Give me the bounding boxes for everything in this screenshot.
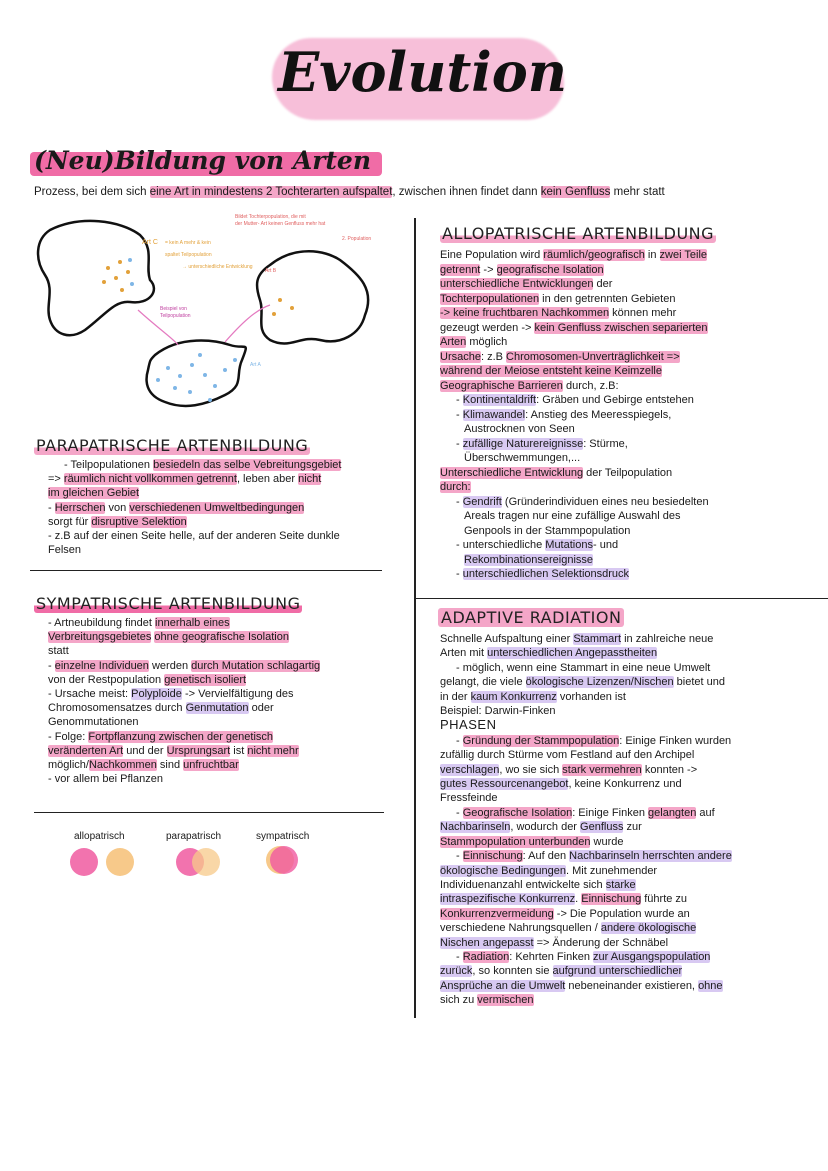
sympatric-text: Verbreitungsgebietes [48, 631, 152, 644]
adaptive-text: intraspezifische Konkurrenz [440, 893, 576, 906]
allopatric-text: Rekombinationsereignisse [464, 553, 594, 566]
adaptive-text: ökologische Lizenzen/Nischen [525, 676, 674, 689]
adaptive-line [440, 748, 812, 762]
legend-allo-label: allopatrisch [74, 831, 125, 842]
adaptive-text: : Kehrten Finken [509, 950, 593, 963]
label-art-c-note: = kein A mehr & kein [165, 240, 211, 246]
intro-text [34, 185, 814, 200]
parapatric-text: - z.B auf der einen Seite helle, auf der anderen Seite dunkle [48, 530, 340, 543]
adaptive-line [440, 864, 812, 878]
parapatric-text: von [105, 501, 130, 514]
adaptive-text: zur [623, 821, 642, 834]
parapatric-text: nicht [298, 473, 322, 486]
allopatric-text: der Teilpopulation [583, 466, 673, 479]
adaptive-text: Radiation [462, 950, 510, 963]
sympatric-text: Genommutationen [48, 716, 139, 729]
parapatric-title: PARAPATRISCHE ARTENBILDUNG [36, 436, 309, 455]
parapatric-text: => [48, 473, 64, 486]
sympatric-text: veränderten Art [48, 744, 124, 757]
parapatric-text: im gleichen Gebiet [48, 487, 140, 500]
label-mid-note-2: Teilpopulation [160, 313, 191, 319]
adaptive-text: . Mit zunehmender [566, 864, 658, 877]
population-c-outline [38, 221, 154, 335]
allopatric-line [440, 524, 812, 539]
allopatric-text: - [456, 437, 463, 450]
parapatric-line [48, 529, 408, 543]
parapatric-line [48, 486, 408, 500]
sympatric-line [48, 715, 408, 729]
adaptive-text: wurde [590, 835, 624, 848]
sympatric-line [48, 630, 408, 644]
adaptive-text: , so konnten sie [472, 965, 553, 978]
parapatric-text: sorgt für [48, 515, 92, 528]
adaptive-text: nebeneinander existieren, [565, 979, 699, 992]
arrow-to-b [225, 305, 270, 342]
adaptive-line [440, 820, 812, 834]
sympatric-text: einzelne Individuen [54, 659, 149, 672]
parapatric-text: verschiedenen Umweltbedingungen [129, 501, 305, 514]
adaptive-line [440, 849, 812, 863]
intro-part: , zwischen ihnen findet dann [392, 186, 541, 198]
adaptive-text: vermischen [477, 994, 534, 1007]
speciation-diagram [30, 210, 410, 425]
legend-para-label: parapatrisch [166, 831, 222, 842]
allopatric-line [440, 263, 812, 278]
allopatric-body [440, 248, 812, 582]
allopatric-line [440, 350, 812, 365]
allopatric-text: : z.B [480, 350, 507, 363]
parapatric-line [48, 472, 408, 486]
allopatric-text: : Stürme, [583, 437, 628, 450]
adaptive-text: -> Die Population wurde an [553, 907, 690, 920]
adaptive-text: Arten mit [440, 647, 488, 660]
allopatric-line [440, 466, 812, 481]
allopatric-text: in den getrennten Gebieten [539, 292, 676, 305]
adaptive-text: stark vermehren [562, 763, 642, 776]
heading-text: (Neu)Bildung von Arten [34, 146, 372, 175]
allopatric-text: Chromosomen-Unverträglichkeit => [506, 350, 680, 363]
parapatric-text: disruptive Selektion [91, 515, 187, 528]
adaptive-text: Einnischung [581, 893, 642, 906]
adaptive-text: starke [605, 878, 636, 891]
sympatric-text: ist [230, 744, 248, 757]
allopatric-line [440, 408, 812, 423]
adaptive-text: - [456, 806, 463, 819]
sympatric-title: SYMPATRISCHE ARTENBILDUNG [36, 594, 301, 613]
allopatric-line [440, 379, 812, 394]
sympatric-text: - Folge: [48, 730, 89, 743]
legend-sym-label: sympatrisch [256, 831, 310, 842]
adaptive-text: Geografische Isolation [462, 806, 573, 819]
adaptive-text: in zahlreiche neue [621, 633, 714, 645]
sympatric-line [48, 772, 408, 786]
adaptive-text: zufällig durch Stürme vom Festland auf den Archipel [440, 749, 695, 762]
allopatric-text: - und [592, 539, 619, 551]
adaptive-text: Schnelle Aufspaltung einer [440, 633, 574, 645]
adaptive-text: Stammpopulation unterbunden [440, 835, 591, 848]
adaptive-text: in der [440, 690, 471, 703]
parapatric-text: - Teilpopulationen [64, 459, 154, 471]
allopatric-text: Ursache [440, 350, 481, 363]
adaptive-text: - [456, 950, 463, 963]
adaptive-text: - möglich, wenn eine Stammart in eine neue Umwelt [456, 661, 711, 674]
adaptive-title: ADAPTIVE RADIATION [438, 608, 624, 627]
allopatric-line [440, 480, 812, 495]
allopatric-text: räumlich/geografisch [543, 249, 645, 261]
adaptive-text: gutes Ressourcenangebot [440, 778, 569, 791]
allopatric-text: : Anstieg des Meeresspiegels, [525, 408, 672, 421]
population-a-outline [147, 341, 246, 406]
adaptive-text: , wo sie sich [499, 763, 563, 776]
adaptive-text: Nachbarinseln herrschten andere [569, 850, 732, 863]
sympatric-text: ohne geografische Isolation [154, 631, 289, 644]
adaptive-line [440, 964, 812, 978]
allopatric-text: - [456, 408, 463, 421]
sympatric-text: von der Restpopulation [48, 673, 165, 686]
sympatric-text: Nachkommen [88, 759, 157, 772]
allopatric-text: zwei Teile [659, 249, 708, 261]
adaptive-line [440, 892, 812, 906]
allopatric-text: während der Meiose entsteht keine Keimzelle [440, 365, 662, 377]
allopatric-text: - unterschiedliche [456, 539, 546, 551]
adaptive-line [440, 993, 812, 1007]
adaptive-text: sich zu [440, 994, 478, 1007]
allopatric-text: Überschwemmungen,... [464, 452, 581, 464]
allopatric-line [440, 306, 812, 321]
allopatric-text: durch, z.B: [562, 379, 619, 392]
allopatric-line [440, 335, 812, 350]
label-art-c: Art C [142, 239, 158, 246]
allopatric-text: kein Genfluss zwischen separierten [534, 321, 708, 334]
label-art-b: Art B [265, 268, 277, 274]
adaptive-text: bietet und [673, 676, 725, 689]
adaptive-text: ohne [698, 979, 723, 992]
allopatric-text: unterschiedliche Entwicklungen [440, 278, 594, 290]
allopatric-text: - [456, 495, 463, 508]
parapatric-line [48, 458, 408, 472]
allopatric-text: Austrocknen von Seen [464, 423, 575, 435]
adaptive-text: Nischen angepasst [440, 936, 534, 949]
blue-dots [128, 258, 237, 402]
adaptive-text: - [456, 734, 463, 747]
sympatric-text: innerhalb eines [155, 617, 230, 629]
adaptive-text: vorhanden ist [556, 690, 626, 703]
adaptive-text: andere ökologische [600, 922, 697, 935]
legend-sym-circle-pink [270, 846, 298, 874]
allopatric-line [440, 538, 812, 553]
adaptive-line [440, 690, 812, 704]
adaptive-line [440, 791, 812, 805]
sympatric-line [48, 673, 408, 687]
intro-highlight: eine Art in mindestens 2 Tochterarten aufspaltet [149, 186, 393, 198]
sympatric-text: Ursprungsart [166, 744, 231, 757]
adaptive-text: Stammart [573, 633, 622, 645]
parapatric-line [48, 501, 408, 515]
allopatric-text: - [456, 568, 463, 580]
sympatric-text: genetisch isoliert [164, 673, 247, 686]
adaptive-text: Gründung der Stammpopulation [462, 734, 620, 747]
adaptive-line [440, 646, 812, 660]
adaptive-text: Individuenanzahl entwickelte sich [440, 878, 606, 891]
adaptive-text: - [456, 850, 463, 863]
allopatric-line [440, 422, 812, 437]
sympatric-text: und der [123, 744, 167, 757]
intro-part: mehr statt [610, 186, 665, 198]
adaptive-text: aufgrund unterschiedlicher [552, 965, 683, 978]
sympatric-line [48, 744, 408, 758]
adaptive-text: auf [696, 806, 715, 819]
adaptive-line [440, 936, 812, 950]
sympatric-text: sind [156, 759, 184, 772]
allopatric-line [440, 364, 812, 379]
adaptive-text: konnten -> [641, 763, 698, 776]
allopatric-line [440, 292, 812, 307]
adaptive-text: : Einige Finken [572, 806, 649, 819]
sympatric-text: Fortpflanzung zwischen der genetisch [88, 730, 274, 743]
adaptive-line [440, 950, 812, 964]
adaptive-line [440, 734, 812, 748]
parapatric-line [48, 515, 408, 529]
allopatric-text: -> [480, 263, 497, 276]
sympatric-body [48, 616, 408, 786]
parapatric-text: - [48, 501, 55, 514]
allopatric-title: ALLOPATRISCHE ARTENBILDUNG [442, 224, 715, 243]
allopatric-text: zufällige Naturereignisse [462, 437, 584, 450]
allopatric-line [440, 567, 812, 582]
divider-left-1 [30, 570, 382, 571]
population-b-outline [257, 251, 368, 343]
sympatric-text: werden [148, 659, 192, 672]
allopatric-text: Areals tragen nur eine zufällige Auswahl des [464, 510, 681, 522]
allopatric-text: Geographische Barrieren [440, 379, 563, 392]
adaptive-text: gelangten [648, 806, 697, 819]
adaptive-line [440, 979, 812, 993]
sympatric-text: - [48, 659, 55, 672]
sympatric-text: Chromosomensatzes durch [48, 702, 186, 715]
parapatric-text: Herrschen [54, 501, 106, 514]
adaptive-text: Ansprüche an die Umwelt [440, 979, 566, 992]
sympatric-line [48, 687, 408, 701]
allopatric-text: getrennt [440, 263, 481, 276]
adaptive-text: Genfluss [580, 821, 624, 834]
adaptive-text: : Auf den [522, 850, 570, 863]
adaptive-text: . [575, 893, 582, 906]
allopatric-text: Tochterpopulationen [440, 292, 540, 305]
sympatric-text: - Ursache meist: [48, 688, 132, 701]
allopatric-text: geografische Isolation [496, 263, 604, 276]
allopatric-text: Mutations [545, 539, 593, 551]
allopatric-text: der [593, 278, 613, 290]
allopatric-text: : Gräben und Gebirge entstehen [536, 394, 694, 406]
adaptive-line [440, 704, 812, 718]
allopatric-text: Klimawandel [462, 408, 526, 421]
adaptive-text: zurück [440, 965, 473, 978]
sympatric-text: durch Mutation schlagartig [191, 659, 321, 672]
adaptive-text: unterschiedlichen Angepasstheiten [487, 647, 658, 660]
adaptive-text: verschlagen [440, 763, 500, 776]
adaptive-text: PHASEN [440, 717, 497, 733]
divider-left-2 [34, 812, 384, 813]
allopatric-text: Gendrift [462, 495, 502, 508]
label-top-note-1: Bildet Tochterpopulation, die mit [235, 214, 306, 220]
adaptive-text: : Einige Finken wurden [619, 734, 732, 747]
sympatric-line [48, 644, 408, 658]
adaptive-text: => Änderung der Schnäbel [533, 936, 669, 949]
adaptive-text: , keine Konkurrenz und [568, 778, 682, 791]
label-top-note-2: der Mutter- Art keinen Genfluss mehr hat [235, 221, 326, 227]
adaptive-line [440, 675, 812, 689]
allopatric-text: - [456, 394, 463, 406]
parapatric-line [48, 543, 408, 557]
sympatric-text: unfruchtbar [183, 759, 239, 772]
sympatric-text: - vor allem bei Pflanzen [48, 773, 163, 786]
allopatric-text: Arten [440, 336, 467, 348]
adaptive-text: Konkurrenzvermeidung [440, 907, 554, 920]
sympatric-text: Genmutation [185, 702, 249, 715]
allopatric-line [440, 495, 812, 510]
allopatric-line [440, 509, 812, 524]
label-mid-note-1: Beispiel von [160, 306, 187, 312]
sympatric-line [48, 758, 408, 772]
allopatric-line [440, 553, 812, 568]
adaptive-line [440, 718, 812, 733]
adaptive-text: Beispiel: Darwin-Finken [440, 705, 556, 718]
allopatric-line [440, 248, 812, 263]
adaptive-text: ökologische Bedingungen [440, 864, 566, 877]
sympatric-line [48, 659, 408, 673]
allopatric-line [440, 277, 812, 292]
allopatric-text: Unterschiedliche Entwicklung [440, 466, 584, 479]
allopatric-text: in [644, 249, 660, 261]
sympatric-text: Polyploide [131, 688, 182, 701]
adaptive-text: Einnischung [462, 850, 523, 863]
adaptive-text: verschiedene Nahrungsquellen / [440, 922, 601, 935]
adaptive-text: Nachbarinseln [440, 821, 511, 834]
sympatric-line [48, 701, 408, 715]
allopatric-line [440, 451, 812, 466]
sympatric-line [48, 730, 408, 744]
allopatric-text: Eine Population wird [440, 249, 544, 261]
adaptive-line [440, 777, 812, 791]
adaptive-line [440, 632, 812, 646]
allopatric-line [440, 393, 812, 408]
legend-para-circle-orange [192, 848, 220, 876]
sympatric-line [48, 616, 408, 630]
legend-allo-circle-pink [70, 848, 98, 876]
intro-part: Prozess, bei dem sich [34, 186, 150, 198]
allopatric-line [440, 437, 812, 452]
adaptive-line [440, 921, 812, 935]
parapatric-text: , leben aber [236, 473, 299, 486]
allopatric-text: (Gründerindividuen eines neu besiedelten [501, 495, 709, 508]
allopatric-text: durch: [440, 481, 471, 493]
adaptive-text: zur Ausgangspopulation [593, 950, 711, 963]
section-heading [30, 146, 382, 178]
parapatric-text: Felsen [48, 544, 82, 557]
label-entwick: → unterschiedliche Entwicklung [182, 264, 253, 270]
adaptive-text: , wodurch der [510, 821, 581, 834]
parapatric-text: räumlich nicht vollkommen getrennt [63, 473, 237, 486]
divider-right [414, 598, 828, 599]
adaptive-line [440, 661, 812, 675]
allopatric-text: unterschiedlichen Selektionsdruck [462, 568, 630, 580]
adaptive-line [440, 878, 812, 892]
adaptive-text: gelangt, die viele [440, 676, 526, 689]
adaptive-text: Fressfeinde [440, 792, 498, 805]
label-art-a: Art A [250, 362, 261, 368]
label-right-note: 2. Population [342, 236, 372, 242]
sympatric-text: oder [248, 702, 274, 715]
intro-highlight: kein Genfluss [540, 186, 611, 198]
adaptive-line [440, 835, 812, 849]
vertical-divider [414, 218, 416, 1018]
allopatric-text: gezeugt werden -> [440, 321, 535, 334]
adaptive-body [440, 632, 812, 1008]
allopatric-text: Genpools in der Stammpopulation [464, 524, 631, 537]
adaptive-text: führte zu [641, 893, 688, 906]
sympatric-text: statt [48, 645, 69, 658]
adaptive-line [440, 806, 812, 820]
adaptive-line [440, 763, 812, 777]
allopatric-text: können mehr [609, 307, 677, 319]
parapatric-text: besiedeln das selbe Vebreitungsgebiet [153, 459, 342, 471]
sympatric-text: nicht mehr [247, 744, 299, 757]
parapatric-body [48, 458, 408, 557]
adaptive-line [440, 907, 812, 921]
sympatric-text: - Artneubildung findet [48, 617, 156, 629]
label-spalt: spaltet Teilpopulation [165, 252, 212, 258]
allopatric-text: möglich [466, 336, 508, 348]
legend-allo-circle-orange [106, 848, 134, 876]
sympatric-text: -> Vervielfältigung des [181, 688, 294, 701]
allopatric-line [440, 321, 812, 336]
allopatric-text: Kontinentaldrift [462, 394, 537, 406]
allopatric-text: -> keine fruchtbaren Nachkommen [440, 307, 610, 319]
page-title: Evolution [278, 40, 568, 104]
adaptive-text: kaum Konkurrenz [470, 690, 557, 703]
sympatric-text: möglich/ [48, 759, 89, 772]
